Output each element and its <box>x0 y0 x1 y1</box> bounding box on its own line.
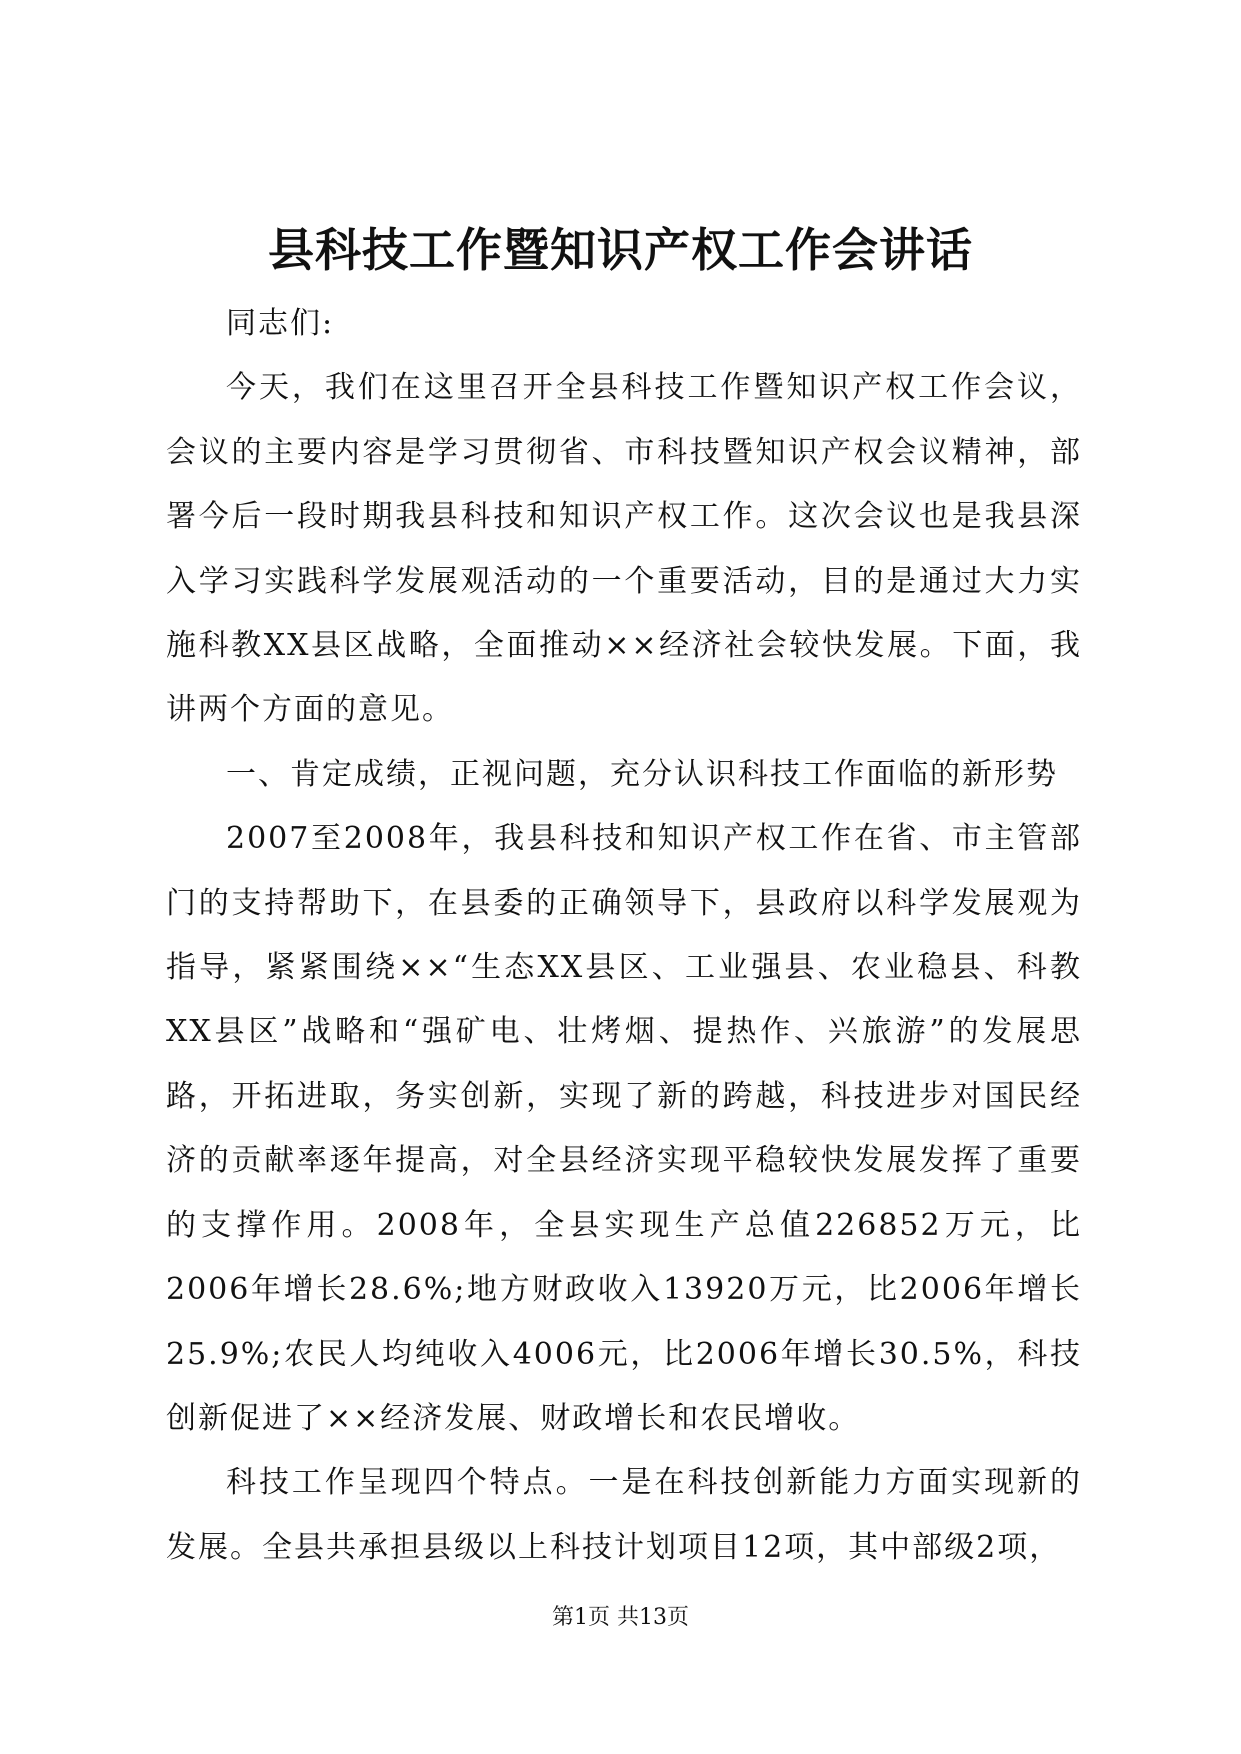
salutation: 同志们: <box>226 306 335 341</box>
page-title: 县科技工作暨知识产权工作会讲话 <box>268 223 973 277</box>
document-body <box>166 292 1082 1580</box>
paragraph-intro: 今天，我们在这里召开全县科技工作暨知识产权工作会议，会议的主要内容是学习贯彻省、市科技暨知识产权会议精神，部署今后一段时期我县科技和知识产权工作。这次会议也是我县深入学习实践科学发展观活动的一个重要活动，目的是通过大力实施科教XX县区战略，全面推动××经济社会较快发展。下面，我讲两个方面的意见。 <box>166 370 1082 728</box>
page-footer: 第1页 共13页 <box>552 1605 689 1630</box>
paragraph-achievements: 2007至2008年，我县科技和知识产权工作在省、市主管部门的支持帮助下，在县委的正确领导下，县政府以科学发展观为指导，紧紧围绕××“生态XX县区、工业强县、农业稳县、科教XX县区”战略和“强矿电、壮烤烟、提热作、兴旅游”的发展思路，开拓进取，务实创新，实现了新的跨越，科技进步对国民经济的贡献率逐年提高，对全县经济实现平稳较快发展发挥了重要的支撑作用。2008年，全县实现生产总值226852万元，比2006年增长28.6%;地方财政收入13920万元，比2006年增长25.9%;农民人均纯收入4006元，比2006年增长30.5%，科技创新促进了××经济发展、财政增长和农民增收。 <box>166 821 1082 1436</box>
section-heading: 一、肯定成绩，正视问题，充分认识科技工作面临的新形势 <box>226 756 1058 792</box>
paragraph-features: 科技工作呈现四个特点。一是在科技创新能力方面实现新的发展。全县共承担县级以上科技计划项目12项，其中部级2项， <box>166 1465 1082 1565</box>
